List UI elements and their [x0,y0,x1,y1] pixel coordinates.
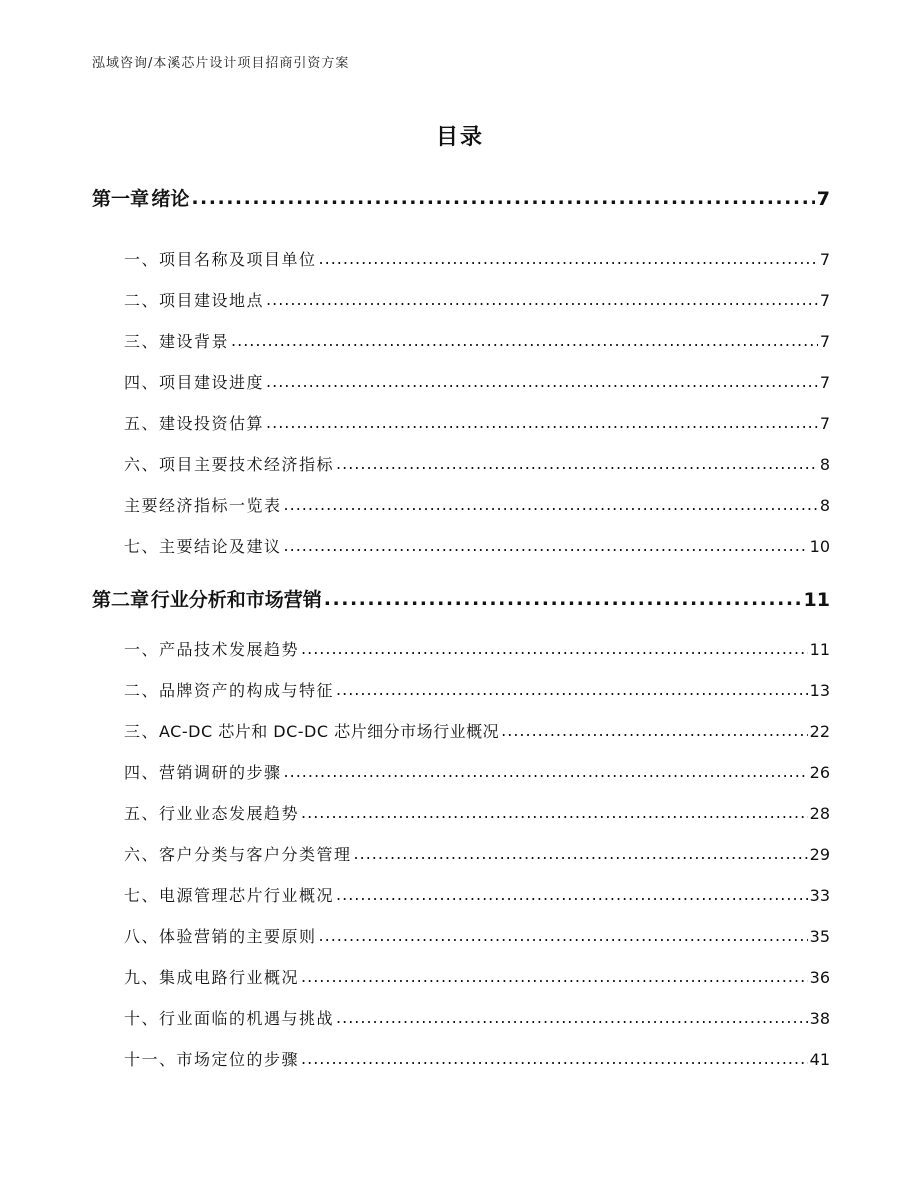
toc-section[interactable] [124,411,830,434]
toc-page-number: 7 [819,250,830,269]
toc-page-number: 7 [819,373,830,392]
toc-label: 电源管理芯片行业概况 [159,886,335,905]
toc-chapter-2[interactable] [92,585,830,612]
toc-label: 品牌资产的构成与特征 [159,681,335,700]
toc-number: 九、 [124,968,160,987]
toc-page-number: 7 [819,291,830,310]
toc-number: 一、 [124,640,160,659]
toc-page-number: 26 [809,763,830,782]
toc-leader-dots [336,680,808,699]
toc-leader-dots [231,331,818,350]
toc-page-number: 8 [819,455,830,474]
toc-leader-dots [266,372,818,391]
toc-number: 第二章 [92,589,150,611]
toc-page-number: 7 [819,332,830,351]
toc-page-number: 13 [809,681,830,700]
toc-label: 客户分类与客户分类管理 [159,845,352,864]
toc-section[interactable] [124,924,830,947]
toc-label: 建设投资估算 [159,414,265,433]
toc-label: 产品技术发展趋势 [159,640,300,659]
page-title: 目录 [435,125,484,150]
toc-page-number: 41 [809,1050,830,1069]
toc-number: 五、 [124,414,160,433]
toc-number: 二、 [124,291,160,310]
toc-section[interactable] [124,288,830,311]
toc-label: 体验营销的主要原则 [159,927,317,946]
toc-section[interactable] [124,637,830,660]
toc-label: 行业面临的机遇与挑战 [159,1009,335,1028]
toc-section[interactable] [124,842,830,865]
toc-section[interactable] [124,678,830,701]
toc-page-number: 35 [809,927,830,946]
toc-leader-dots [284,536,808,555]
toc-section[interactable] [124,452,830,475]
toc-section[interactable] [124,329,830,352]
toc-section[interactable] [124,247,830,270]
toc-page-number: 10 [809,537,830,556]
toc-chapter-1[interactable] [92,184,830,211]
toc-label: 项目名称及项目单位 [159,250,317,269]
toc-number: 十、 [124,1009,160,1028]
toc-label: 主要结论及建议 [159,537,282,556]
toc-page-number: 33 [809,886,830,905]
toc-leader-dots [324,588,802,610]
page-header: 泓域咨询/本溪芯片设计项目招商引资方案 [92,56,350,71]
toc-section[interactable] [124,760,830,783]
toc-number: 三、 [124,332,160,351]
toc-page-number: 11 [809,640,830,659]
toc-leader-dots [336,454,818,473]
toc-label: 主要经济指标一览表 [124,496,282,515]
toc-page-number: 7 [816,188,830,210]
toc-label: 建设背景 [159,332,230,351]
toc-number: 八、 [124,927,160,946]
toc-label: 项目主要技术经济指标 [159,455,335,474]
toc-number: 十一、 [124,1050,177,1069]
toc-number: 六、 [124,455,160,474]
toc-label: AC-DC 芯片和 DC-DC 芯片细分市场行业概况 [159,722,500,741]
toc-leader-dots [301,967,808,986]
toc-page-number: 36 [809,968,830,987]
toc-leader-dots [191,187,814,209]
toc-label: 项目建设进度 [159,373,265,392]
toc-number: 四、 [124,763,160,782]
toc-label: 集成电路行业概况 [159,968,300,987]
toc-leader-dots [284,495,818,514]
toc-page-number: 29 [809,845,830,864]
toc-leader-dots [266,290,818,309]
toc-label: 营销调研的步骤 [159,763,282,782]
toc-label: 绪论 [151,188,190,210]
toc-section[interactable] [124,1047,830,1070]
toc-section[interactable] [124,801,830,824]
toc-section[interactable] [124,370,830,393]
toc-number: 六、 [124,845,160,864]
toc-leader-dots [284,762,808,781]
toc-number: 二、 [124,681,160,700]
toc-leader-dots [266,413,818,432]
toc-number: 第一章 [92,188,150,210]
toc-leader-dots [354,844,808,863]
toc-page-number: 7 [819,414,830,433]
toc-number: 七、 [124,537,160,556]
toc-page-number: 38 [809,1009,830,1028]
toc-number: 七、 [124,886,160,905]
toc-leader-dots [301,1049,808,1068]
toc-page-number: 8 [819,496,830,515]
toc-number: 三、 [124,722,160,741]
toc-section[interactable] [124,1006,830,1029]
toc-number: 一、 [124,250,160,269]
toc-label: 市场定位的步骤 [176,1050,300,1069]
toc-number: 四、 [124,373,160,392]
toc-leader-dots [336,1008,808,1027]
toc-leader-dots [336,885,808,904]
toc-section[interactable] [124,719,830,742]
toc-section[interactable] [124,534,830,557]
toc-leader-dots [301,803,808,822]
toc-page-number: 28 [809,804,830,823]
toc-leader-dots [319,249,818,268]
toc-label: 项目建设地点 [159,291,265,310]
toc-section[interactable] [124,965,830,988]
toc-label: 行业分析和市场营销 [150,589,322,611]
toc-section[interactable] [124,883,830,906]
toc-page-number: 11 [803,589,830,611]
toc-number: 五、 [124,804,160,823]
toc-leader-dots [501,721,808,740]
toc-section[interactable] [124,493,830,516]
toc-leader-dots [301,639,808,658]
toc-label: 行业业态发展趋势 [159,804,300,823]
toc-page-number: 22 [809,722,830,741]
toc-leader-dots [319,926,808,945]
